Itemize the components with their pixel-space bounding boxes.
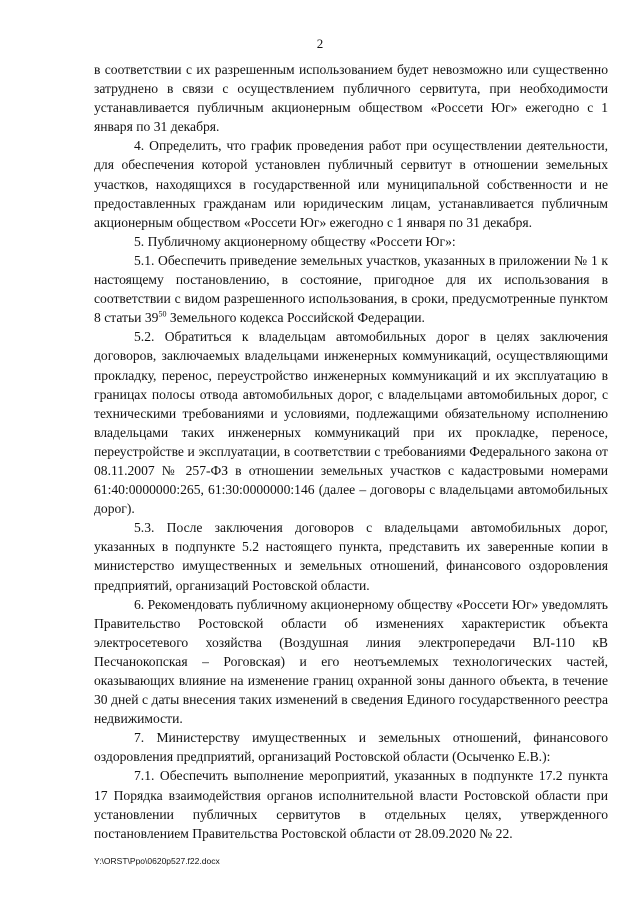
paragraph-5-1-tail: Земельного кодекса Российской Федерации.: [166, 310, 425, 326]
paragraph-5-1-text: 5.1. Обеспечить приведение земельных участков, указанных в приложении № 1 к настоящему постановлению, в состояние, пригодное для их использования в соответствии с видом разрешенного использования, в сроки, предусмотренные пунктом 8 статьи 39: [94, 252, 608, 326]
paragraph-5: 5. Публичному акционерному обществу «Россети Юг»:: [134, 233, 456, 249]
footer-file-path: Y:\ORST\Ppo\0620p527.f22.docx: [94, 856, 220, 866]
paragraph-5-2: 5.2. Обратиться к владельцам автомобильных дорог в целях заключения договоров, заключаемых владельцами инженерных коммуникаций, осуществляющими прокладку, перенос, переустройство инженерных коммуникаций и их эксплуатацию в границах полосы отвода автомобильных дорог, с владельцами автомобильных дорог, с техническими требованиями и условиями, подлежащими обязательному исполнению владельцами таких инженерных коммуникаций при их прокладке, переносе, переустройстве и эксплуатации, в соответствии с требованиями Федерального закона от 08.11.2007 № 257-ФЗ в отношении земельных участков с кадастровыми номерами 61:40:0000000:265, 61:30:0000000:146 (далее – договоры с владельцами автомобильных дорог).: [94, 329, 608, 517]
paragraph-6: 6. Рекомендовать публичному акционерному обществу «Россети Юг» уведомлять Правительство Ростовской области об изменениях характеристик объекта электросетевого хозяйства (Воздушная линия электропередачи ВЛ-110 кВ Песчанокопская – Роговская) и его неотъемлемых технологических частей, оказывающих влияние на изменение границ охранной зоны данного объекта, в течение 30 дней с даты внесения таких изменений в сведения Единого государственного реестра недвижимости.: [94, 596, 608, 727]
paragraph-7: 7. Министерству имущественных и земельных отношений, финансового оздоровления предприятий, организаций Ростовской области (Осыченко Е.В.):: [94, 730, 608, 765]
paragraph-7-1: 7.1. Обеспечить выполнение мероприятий, указанных в подпункте 17.2 пункта 17 Порядка взаимодействия органов исполнительной власти Ростовской области при установлении публичных сервитутов в отдельных целях, утвержденного постановлением Правительства Ростовской области от 28.09.2020 № 22.: [94, 768, 608, 841]
article-superscript: 50: [158, 309, 167, 319]
page-number: 2: [316, 36, 324, 51]
paragraph-continuation: в соответствии с их разрешенным использованием будет невозможно или существенно затруднено в связи с осуществлением публичного сервитута, при необходимости устанавливается публичным акционерным обществом «Россети Юг» ежегодно с 1 января по 31 декабря.: [94, 62, 608, 135]
paragraph-5-3: 5.3. После заключения договоров с владельцами автомобильных дорог, указанных в подпункте 5.2 настоящего пункта, представить их заверенные копии в министерство имущественных и земельных отношений, финансового оздоровления предприятий, организаций Ростовской области.: [94, 520, 608, 593]
paragraph-4: 4. Определить, что график проведения работ при осуществлении деятельности, для обеспечения которой установлен публичный сервитут в отношении земельных участков, находящихся в государственной или муниципальной собственности и не предоставленных гражданам или юридическим лицам, устанавливается публичным акционерным обществом «Россети Юг» ежегодно с 1 января по 31 декабря.: [94, 138, 608, 230]
document-body: [94, 60, 608, 843]
paragraph-5-1: [94, 251, 608, 327]
